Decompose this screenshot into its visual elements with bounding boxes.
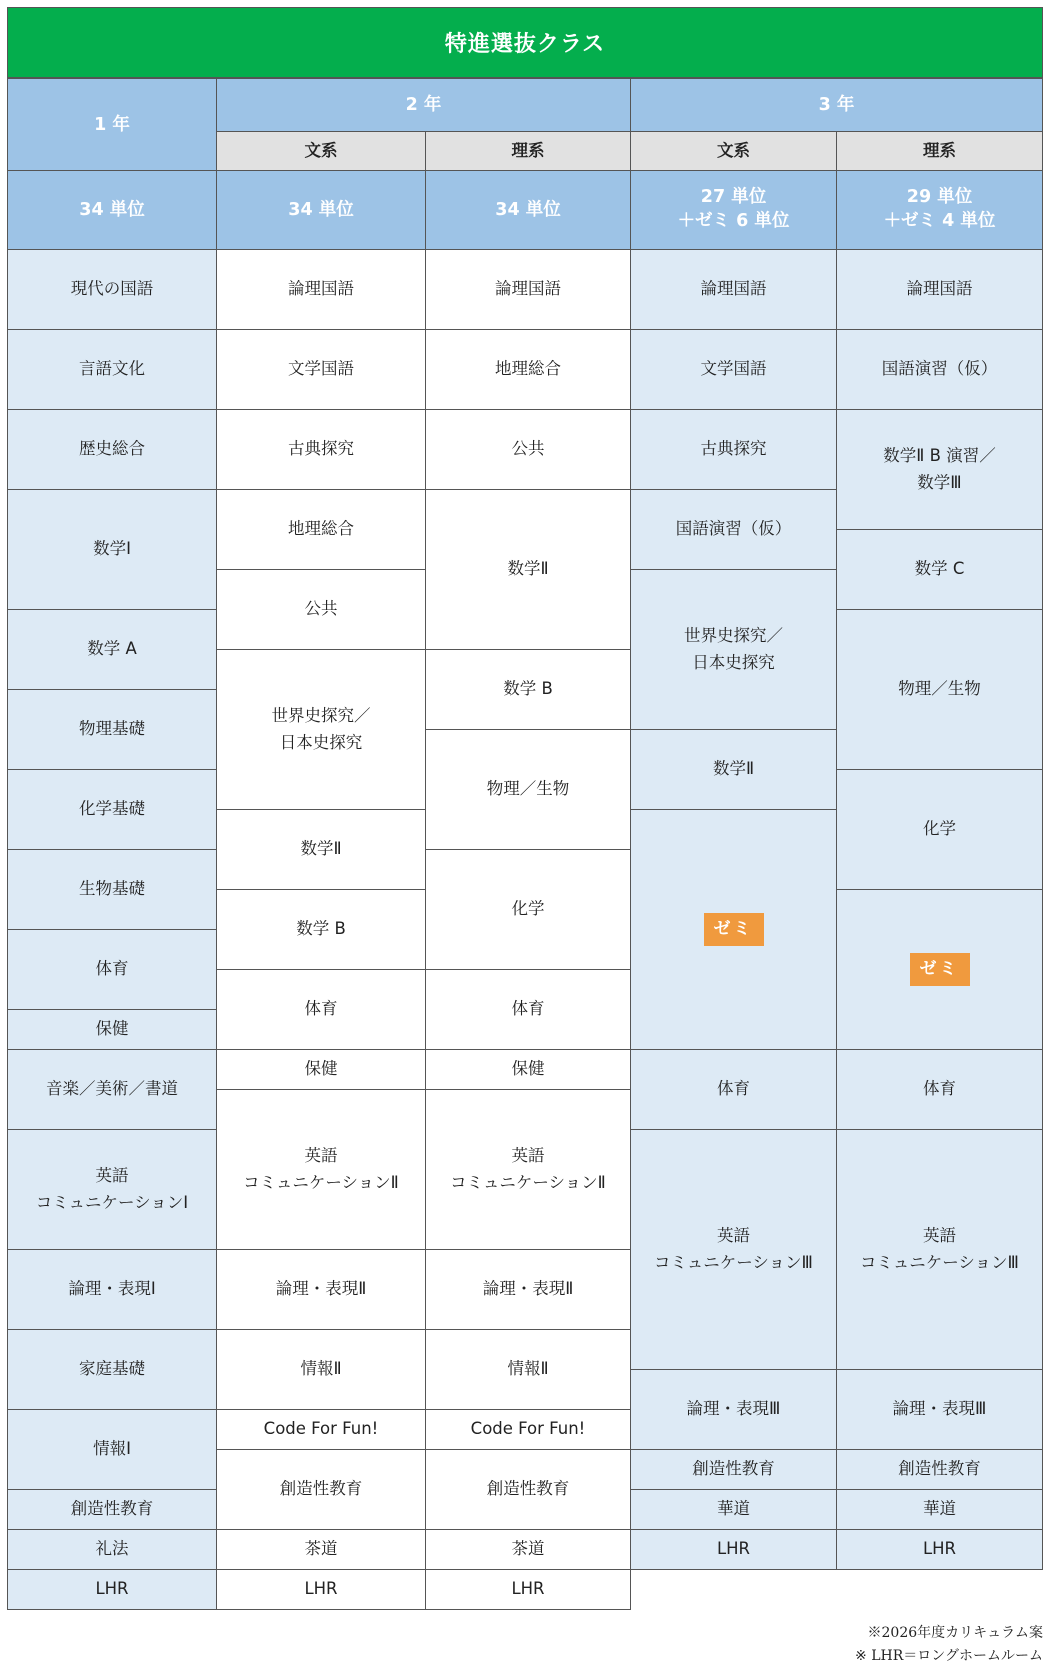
units-y1: 34 単位 <box>7 170 217 250</box>
subject-cell: 物理／生物 <box>425 729 631 850</box>
subject-cell: 英語 コミュニケーションⅠ <box>7 1129 217 1250</box>
subject-cell: 論理国語 <box>836 249 1043 330</box>
subject-cell: 英語 コミュニケーションⅢ <box>630 1129 837 1370</box>
subject-cell: 文学国語 <box>630 329 837 410</box>
subject-cell: 礼法 <box>7 1529 217 1570</box>
subject-cell: 数学Ⅱ <box>425 489 631 650</box>
subject-cell: 創造性教育 <box>836 1449 1043 1490</box>
subject-cell: 化学基礎 <box>7 769 217 850</box>
subject-cell: 華道 <box>836 1489 1043 1530</box>
header-year-1: 1 年 <box>7 78 217 171</box>
subject-cell: 体育 <box>630 1049 837 1130</box>
subject-cell: 英語 コミュニケーションⅡ <box>425 1089 631 1250</box>
subject-cell: 世界史探究／ 日本史探究 <box>630 569 837 730</box>
subject-cell: 化学 <box>425 849 631 970</box>
subject-cell: 論理・表現Ⅰ <box>7 1249 217 1330</box>
header-y2-rikei: 理系 <box>425 131 631 171</box>
subject-cell: 創造性教育 <box>216 1449 426 1530</box>
zemi-cell <box>630 809 837 1050</box>
subject-cell: 世界史探究／ 日本史探究 <box>216 649 426 810</box>
subject-cell: 数学 B <box>425 649 631 730</box>
class-title-banner: 特進選抜クラス <box>7 7 1043 78</box>
zemi-badge: ゼミ <box>910 953 970 985</box>
subject-cell: 保健 <box>7 1009 217 1050</box>
subject-cell: 公共 <box>425 409 631 490</box>
zemi-cell <box>836 889 1043 1050</box>
subject-cell: 数学 A <box>7 609 217 690</box>
header-year-2: 2 年 <box>216 78 631 132</box>
header-y3-bunkei: 文系 <box>630 131 837 171</box>
subject-cell: 英語 コミュニケーションⅢ <box>836 1129 1043 1370</box>
subject-cell: 数学 C <box>836 529 1043 610</box>
subject-cell: 体育 <box>425 969 631 1050</box>
subject-cell: 数学Ⅱ <box>216 809 426 890</box>
subject-cell: 体育 <box>216 969 426 1050</box>
subject-cell: 創造性教育 <box>7 1489 217 1530</box>
subject-cell: 論理・表現Ⅱ <box>425 1249 631 1330</box>
subject-cell: 保健 <box>425 1049 631 1090</box>
subject-cell: 保健 <box>216 1049 426 1090</box>
units-y2-bunkei: 34 単位 <box>216 170 426 250</box>
subject-cell: 情報Ⅰ <box>7 1409 217 1490</box>
header-y3-rikei: 理系 <box>836 131 1043 171</box>
subject-cell: 物理基礎 <box>7 689 217 770</box>
subject-cell: 音楽／美術／書道 <box>7 1049 217 1130</box>
subject-cell: 体育 <box>836 1049 1043 1130</box>
subject-cell: LHR <box>216 1569 426 1610</box>
subject-cell: LHR <box>7 1569 217 1610</box>
subject-cell: 国語演習（仮） <box>836 329 1043 410</box>
subject-cell: 文学国語 <box>216 329 426 410</box>
subject-cell: LHR <box>630 1529 837 1570</box>
subject-cell: 化学 <box>836 769 1043 890</box>
subject-cell: 論理国語 <box>630 249 837 330</box>
header-year-3: 3 年 <box>630 78 1043 132</box>
subject-cell: 茶道 <box>425 1529 631 1570</box>
subject-cell: 言語文化 <box>7 329 217 410</box>
units-y3-bunkei: 27 単位 ＋ゼミ 6 単位 <box>630 170 837 250</box>
subject-cell: 英語 コミュニケーションⅡ <box>216 1089 426 1250</box>
subject-cell: 地理総合 <box>216 489 426 570</box>
footnote-curriculum-plan: ※2026年度カリキュラム案 <box>867 1625 1043 1641</box>
subject-cell: 国語演習（仮） <box>630 489 837 570</box>
subject-cell: 家庭基礎 <box>7 1329 217 1410</box>
subject-cell: 歴史総合 <box>7 409 217 490</box>
subject-cell: 論理・表現Ⅱ <box>216 1249 426 1330</box>
units-y2-rikei: 34 単位 <box>425 170 631 250</box>
subject-cell: 数学Ⅱ B 演習／ 数学Ⅲ <box>836 409 1043 530</box>
subject-cell: 物理／生物 <box>836 609 1043 770</box>
subject-cell: 体育 <box>7 929 217 1010</box>
subject-cell: 数学 B <box>216 889 426 970</box>
subject-cell: 生物基礎 <box>7 849 217 930</box>
header-y2-bunkei: 文系 <box>216 131 426 171</box>
subject-cell: 地理総合 <box>425 329 631 410</box>
subject-cell: 論理・表現Ⅲ <box>630 1369 837 1450</box>
subject-cell: 現代の国語 <box>7 249 217 330</box>
units-y3-rikei: 29 単位 ＋ゼミ 4 単位 <box>836 170 1043 250</box>
subject-cell: LHR <box>425 1569 631 1610</box>
footnote-lhr: ※ LHR＝ロングホームルーム <box>855 1648 1043 1664</box>
subject-cell: 創造性教育 <box>630 1449 837 1490</box>
subject-cell: 古典探究 <box>630 409 837 490</box>
subject-cell: 情報Ⅱ <box>425 1329 631 1410</box>
zemi-badge: ゼミ <box>704 913 764 945</box>
subject-cell: Code For Fun! <box>425 1409 631 1450</box>
subject-cell: 数学Ⅰ <box>7 489 217 610</box>
subject-cell: Code For Fun! <box>216 1409 426 1450</box>
subject-cell: 論理国語 <box>425 249 631 330</box>
subject-cell: 論理国語 <box>216 249 426 330</box>
subject-cell: 論理・表現Ⅲ <box>836 1369 1043 1450</box>
subject-cell: 華道 <box>630 1489 837 1530</box>
subject-cell: LHR <box>836 1529 1043 1570</box>
subject-cell: 茶道 <box>216 1529 426 1570</box>
subject-cell: 公共 <box>216 569 426 650</box>
subject-cell: 数学Ⅱ <box>630 729 837 810</box>
subject-cell: 古典探究 <box>216 409 426 490</box>
subject-cell: 創造性教育 <box>425 1449 631 1530</box>
subject-cell: 情報Ⅱ <box>216 1329 426 1410</box>
